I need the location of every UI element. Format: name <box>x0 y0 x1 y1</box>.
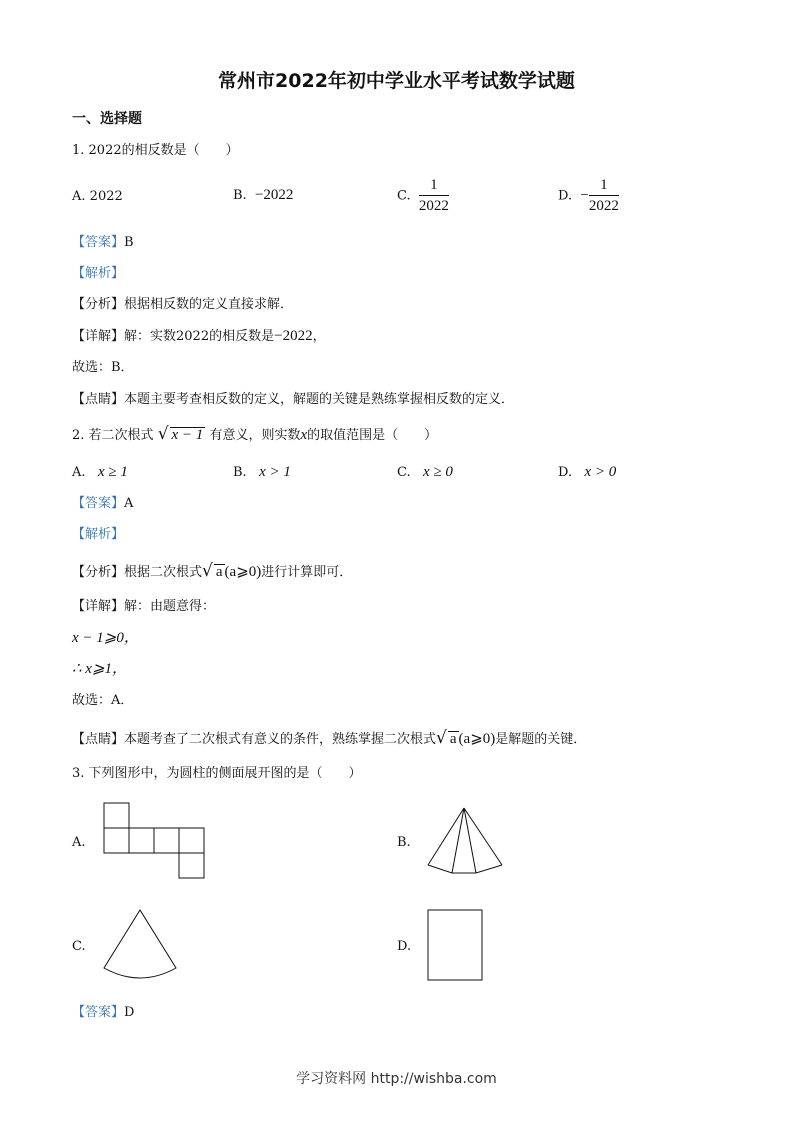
q3-figure-rectangle <box>426 908 486 984</box>
q2-dianjing: 【点睛】本题考查了二次根式有意义的条件，熟练掌握二次根式√ a (a⩾0)是解题的关键． <box>72 728 587 748</box>
q1-option-c-fraction: $\frac{1}{2022}$ <box>418 177 449 214</box>
q3-option-b-label: B. <box>397 835 411 850</box>
q1-option-b: B. −2022 <box>233 187 294 203</box>
q3-option-a-label: A. <box>72 835 86 850</box>
q2-step-2: ∴ x⩾1， <box>72 661 128 677</box>
q3-figure-sector <box>100 908 180 978</box>
q1-xiangjie: 【详解】解：实数2022的相反数是−2022， <box>72 328 326 344</box>
q1-option-d: D. − $\frac{1}{2022}$ <box>558 177 619 214</box>
q2-choose: 故选：A． <box>72 693 134 708</box>
q2-option-b: B. x > 1 <box>233 464 291 480</box>
q3-option-d-label: D. <box>397 939 412 954</box>
q3-option-c-label: C. <box>72 939 86 954</box>
q2-stem: 2. 若二次根式 √ x − 1 有意义，则实数x的取值范围是（ ） <box>72 424 438 444</box>
q1-choose: 故选：B． <box>72 360 134 375</box>
q3-stem: 3. 下列图形中，为圆柱的侧面展开图的是（ ） <box>72 766 362 781</box>
q1-answer: 【答案】B <box>72 235 134 250</box>
page-title: 常州市2022年初中学业水平考试数学试题 <box>218 70 575 92</box>
q2-option-d: D. x > 0 <box>558 464 617 480</box>
q1-option-c: C. $\frac{1}{2022}$ <box>397 177 449 214</box>
q3-answer: 【答案】D <box>72 1005 135 1020</box>
q1-dianjing: 【点睛】本题主要考查相反数的定义，解题的关键是熟练掌握相反数的定义． <box>72 392 515 407</box>
q1-stem: 1. 2022的相反数是（ ） <box>72 143 239 158</box>
q1-option-a: A. 2022 <box>72 189 123 204</box>
section-heading: 一、选择题 <box>72 111 142 127</box>
q2-jiexi-tag: 【解析】 <box>72 527 125 542</box>
q2-step-1: x − 1⩾0， <box>72 630 139 646</box>
q1-fenxi: 【分析】根据相反数的定义直接求解． <box>72 297 294 312</box>
page-footer: 学习资料网 http://wishba.com <box>296 1071 497 1087</box>
q2-radical: x − 1 <box>171 427 204 443</box>
q3-figure-cube-net <box>100 800 210 882</box>
q3-figure-pyramid <box>425 805 505 875</box>
q2-xiangjie: 【详解】解：由题意得： <box>72 599 216 614</box>
q2-option-a: A. x ≥ 1 <box>72 464 128 480</box>
q1-option-d-fraction: $\frac{1}{2022}$ <box>588 177 619 214</box>
q2-option-c: C. x ≥ 0 <box>397 464 453 480</box>
q2-answer: 【答案】A <box>72 496 134 511</box>
q1-jiexi-tag: 【解析】 <box>72 266 125 281</box>
q2-fenxi: 【分析】根据二次根式√ a (a⩾0)进行计算即可． <box>72 561 353 581</box>
